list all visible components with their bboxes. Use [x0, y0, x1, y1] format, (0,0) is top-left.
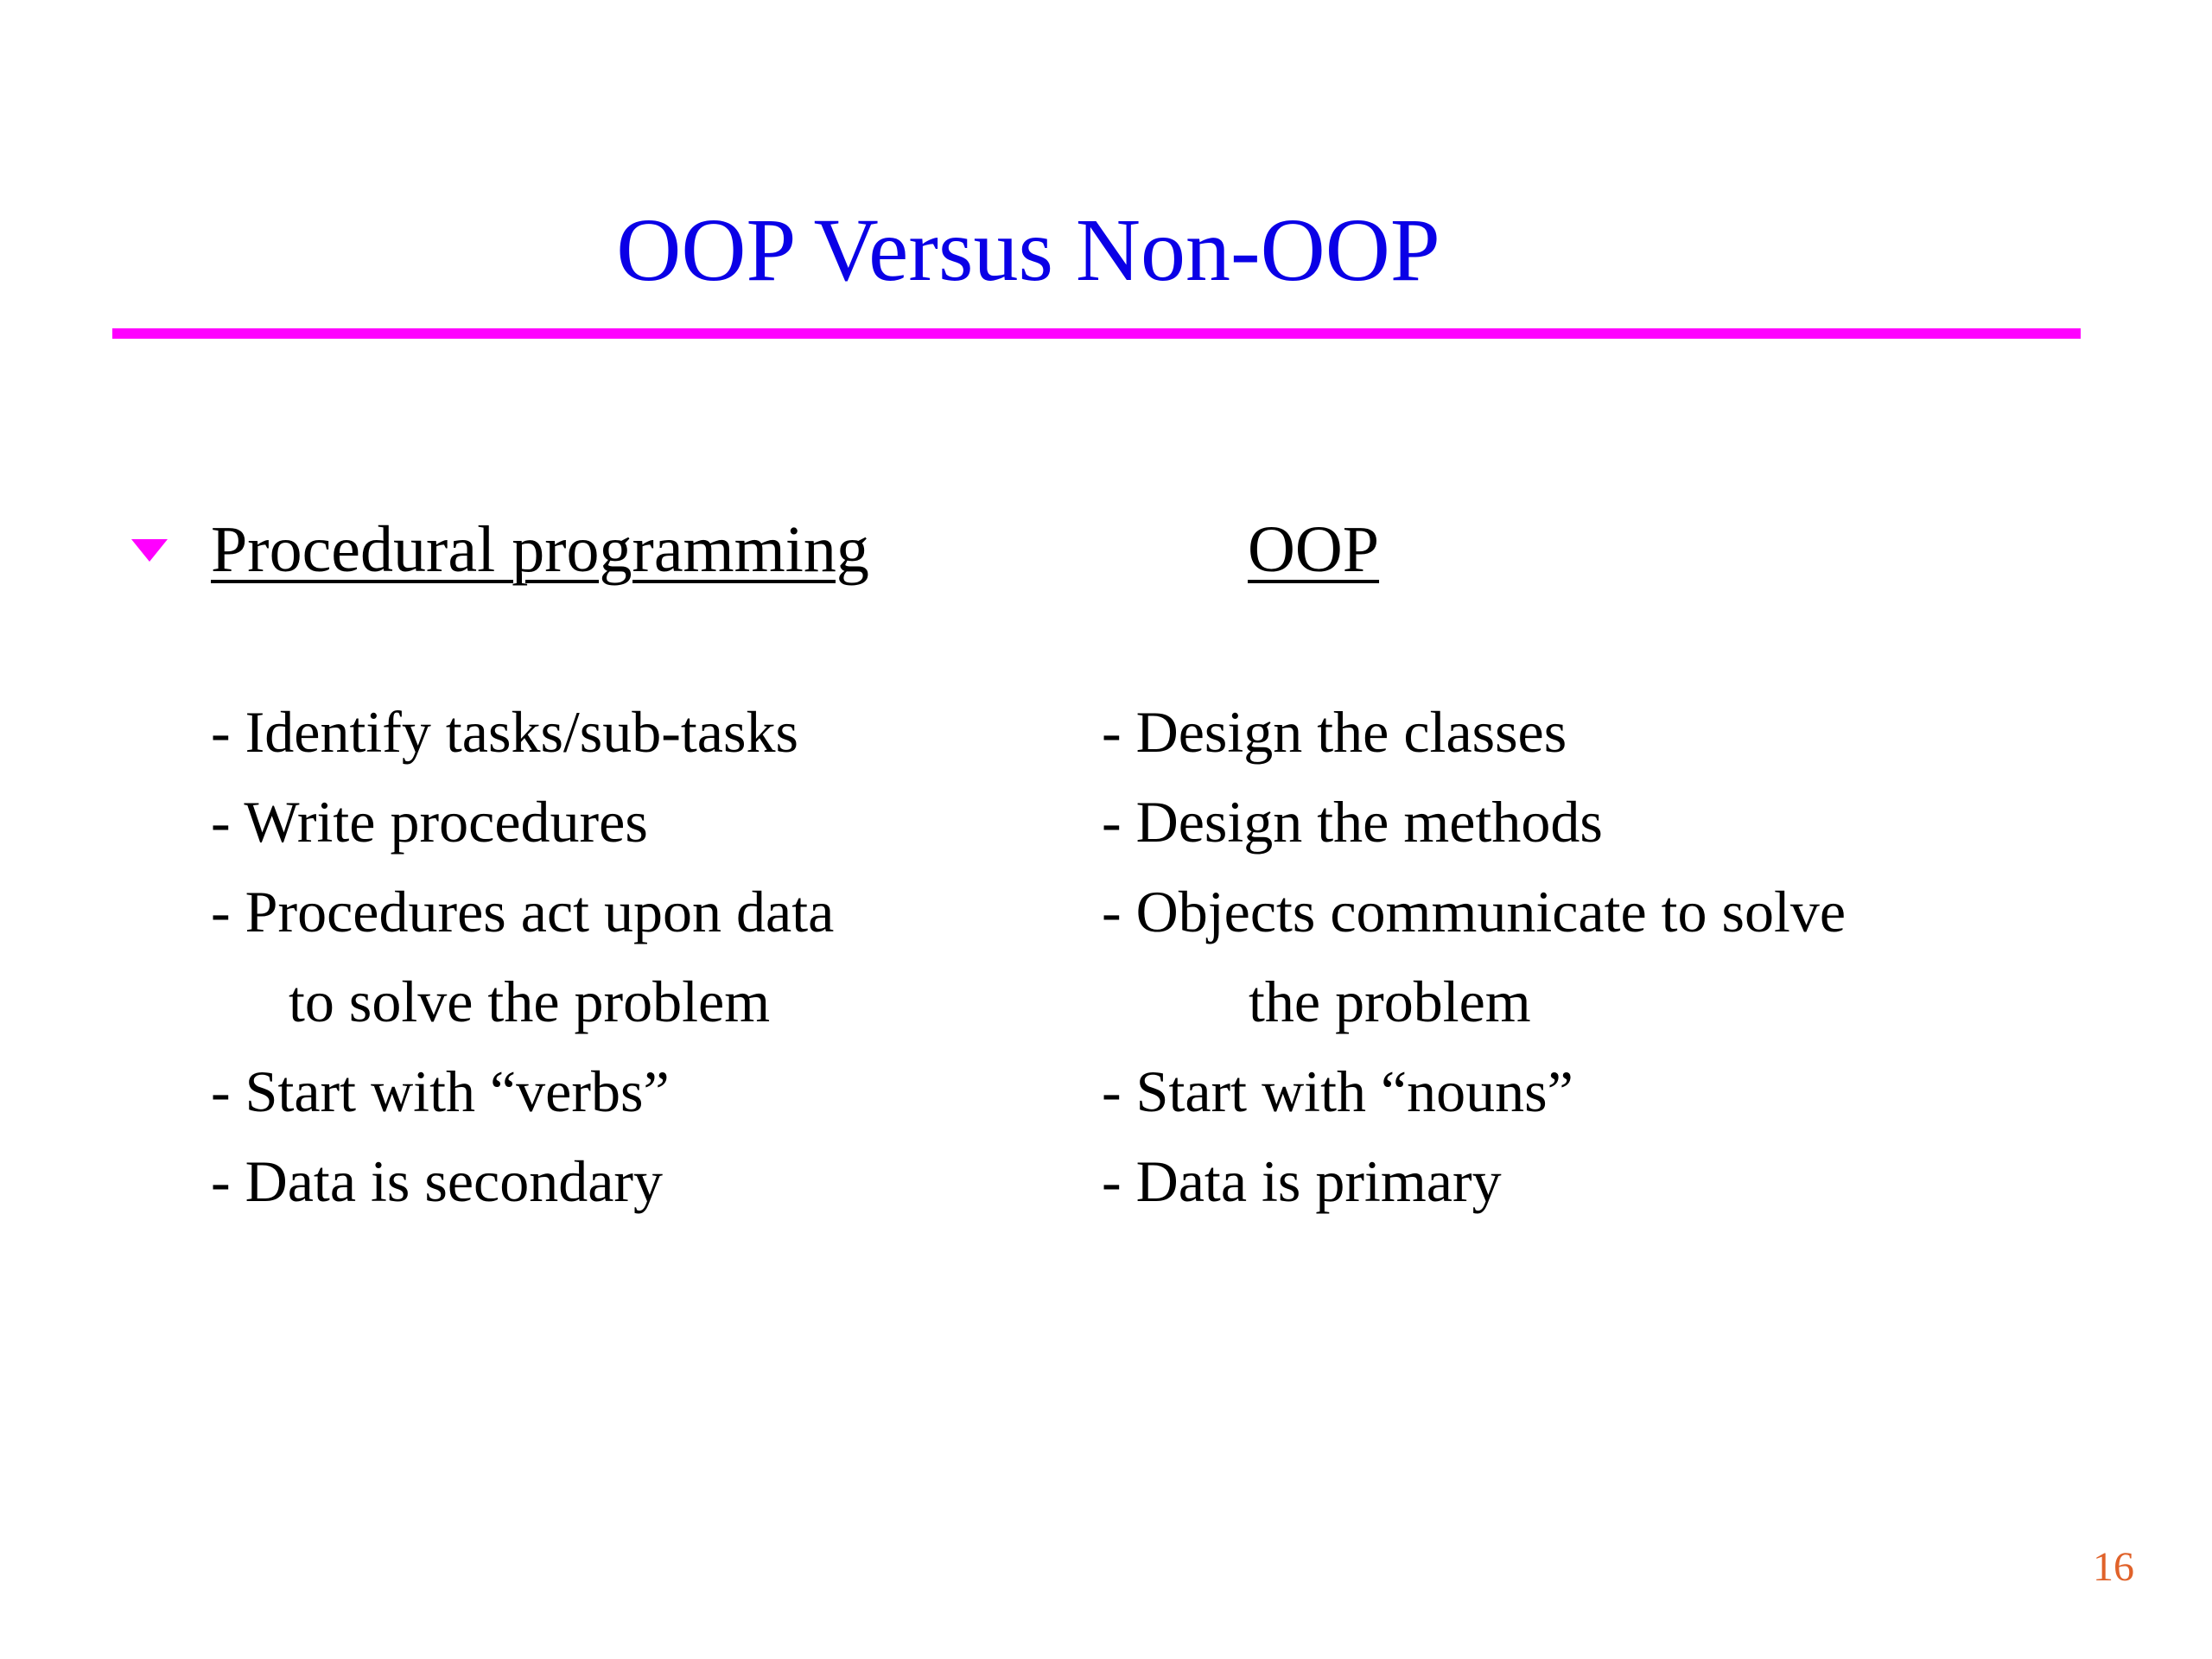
slide-title: OOP Versus Non-OOP: [616, 200, 1440, 300]
procedural-item: - Procedures act upon data: [211, 879, 835, 944]
page-number: 16: [2093, 1544, 2134, 1590]
bullet-triangle-shape: [131, 539, 168, 562]
procedural-list: [211, 687, 834, 1226]
procedural-item: - Identify tasks/sub-tasks: [211, 699, 798, 765]
procedural-item-continuation: to solve the problem: [289, 969, 771, 1034]
oop-item: - Data is primary: [1102, 1148, 1502, 1214]
procedural-programming-header: Procedural programming: [211, 513, 869, 586]
bullet-triangle-fill: [131, 539, 168, 562]
oop-list: [1102, 687, 1846, 1226]
triangle-down-icon: [131, 539, 168, 562]
title-divider: [112, 328, 2081, 339]
procedural-item: - Start with “verbs”: [211, 1058, 670, 1124]
oop-header: OOP: [1248, 513, 1380, 586]
procedural-item: - Data is secondary: [211, 1148, 664, 1214]
procedural-item: - Write procedures: [211, 789, 648, 855]
oop-item-continuation: the problem: [1249, 969, 1531, 1034]
oop-item: - Objects communicate to solve: [1102, 879, 1847, 944]
oop-item: - Design the classes: [1102, 699, 1567, 765]
oop-item: - Design the methods: [1102, 789, 1603, 855]
oop-item: - Start with “nouns”: [1102, 1058, 1573, 1124]
